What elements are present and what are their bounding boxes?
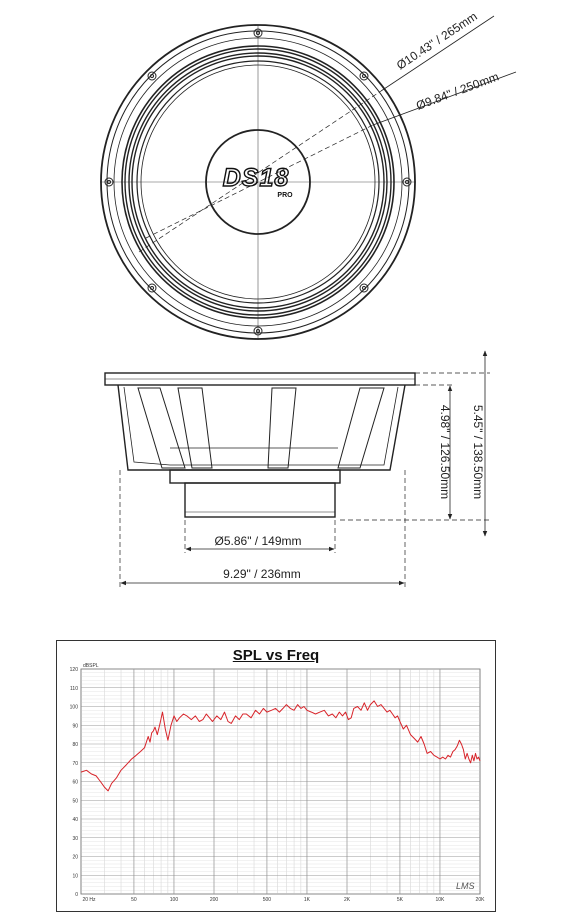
y-tick-label: 90	[72, 723, 78, 730]
y-tick-label: 80	[72, 742, 78, 748]
basket-spoke-right	[338, 388, 384, 468]
mounting-hole-icon	[360, 72, 368, 80]
basket-spoke-center-right	[268, 388, 296, 468]
x-tick-label: 20K	[475, 897, 485, 903]
x-tick-label: 200	[209, 897, 219, 903]
y-tick-label: 30	[72, 835, 78, 842]
x-tick-label: 20 Hz	[82, 897, 96, 903]
mounting-hole-icon	[151, 287, 154, 290]
basket-outline	[118, 385, 405, 470]
x-tick-label: 10K	[435, 897, 445, 903]
mounting-hole-icon	[148, 284, 156, 292]
y-tick-label: 10	[72, 873, 78, 880]
mounting-hole-icon	[363, 75, 366, 78]
x-tick-label: 5K	[396, 897, 403, 903]
dim-label-frame: 9.29" / 236mm	[223, 567, 301, 581]
chart-title: SPL vs Freq	[232, 647, 320, 664]
x-tick-label: 50	[131, 897, 137, 903]
x-tick-label: 2K	[343, 897, 351, 903]
side-view	[105, 373, 415, 517]
y-tick-label: 110	[70, 685, 78, 692]
logo-sub-text: PRO	[277, 192, 293, 199]
y-tick-label: 50	[72, 798, 78, 805]
dim-label-depth-total: 5.45" / 138.50mm	[471, 404, 485, 500]
y-tick-label: 70	[72, 760, 78, 767]
x-tick-label: 500	[262, 897, 272, 903]
logo-text: DS18	[222, 164, 290, 192]
y-tick-label: 60	[72, 779, 78, 786]
dim-label-inner-diameter: Ø9.84" / 250mm	[414, 69, 501, 113]
y-axis-label: dBSPL	[83, 663, 99, 669]
y-tick-label: 100	[69, 704, 78, 711]
top-view	[100, 16, 516, 340]
dim-label-magnet: Ø5.86" / 149mm	[214, 534, 302, 548]
magnet-top-plate	[170, 470, 340, 483]
basket-spoke-left	[138, 388, 185, 468]
spl-chart-panel	[56, 640, 496, 912]
dim-label-depth-mount: 4.98" / 126.50mm	[438, 404, 452, 500]
y-tick-label: 40	[72, 817, 78, 823]
x-tick-label: 1K	[303, 897, 311, 903]
mounting-hole-icon	[151, 75, 154, 78]
y-tick-label: 0	[75, 892, 78, 898]
y-tick-label: 20	[72, 854, 78, 861]
mounting-hole-icon	[360, 284, 368, 292]
spl-chart	[57, 641, 494, 910]
mounting-hole-icon	[363, 287, 366, 290]
watermark-lms: LMS	[456, 881, 475, 891]
basket-spoke-center-left	[178, 388, 212, 468]
dim-label-outer-diameter: Ø10.43" / 265mm	[393, 9, 480, 73]
x-tick-label: 100	[169, 897, 179, 903]
mounting-hole-icon	[148, 72, 156, 80]
y-tick-label: 120	[69, 667, 78, 673]
